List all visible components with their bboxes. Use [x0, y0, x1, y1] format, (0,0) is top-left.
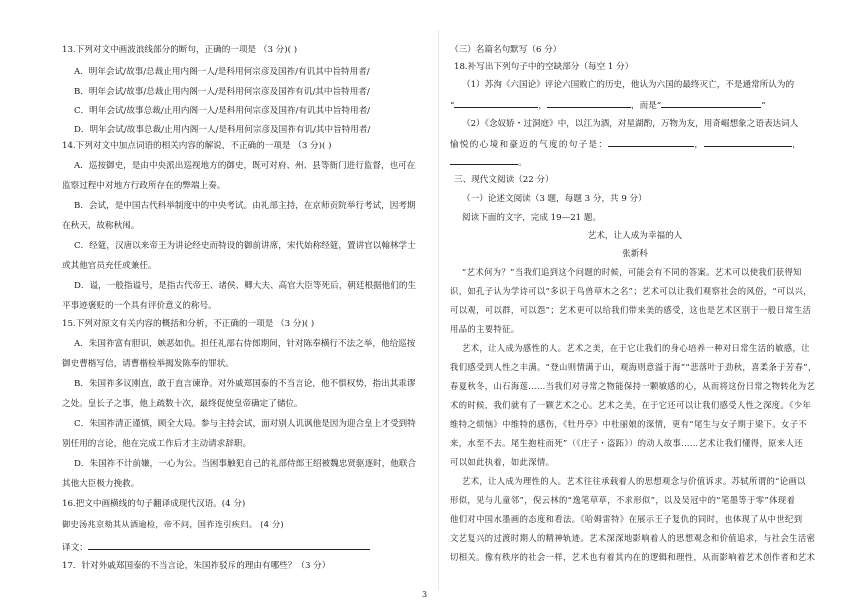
- q14-line: 监察过程中对地方行政所存在的弊端上奏。: [62, 181, 226, 191]
- article-line: 艺术，让人成为理性的人。艺术往往承载着人的思想观念与价值诉求。苏轼所谓的“论画以: [462, 476, 806, 486]
- q18-2-blank-2[interactable]: [704, 137, 792, 147]
- q15-line: 之处。皇长子之事，他上疏数十次，最终促使皇帝确定了储位。: [62, 399, 303, 409]
- q14-line: A．巡按御史，是由中央派出巡视地方的御史，既可对府、州、县等衙门进行监督，也可在: [74, 161, 416, 171]
- q14-line: 在秋天，故称秋闱。: [62, 221, 140, 231]
- article-line: 来，水至不去。尾生抱柱而死”（《庄子・盗跖》）的动人故事……艺术让我们懂得，原来人还: [450, 438, 803, 448]
- article-line: 识，如孔子认为学诗可以“多识于鸟兽草木之名”；艺术可以让我们观察社会的风俗，“可以兴，: [450, 286, 812, 296]
- q13-option-d: D．明年会试/故事总裁/止用内阁一人/是科用何宗彦及国祚有讥/其中旨特用者/: [74, 125, 371, 135]
- q16-answer-blank[interactable]: [88, 540, 370, 550]
- article-line: 维特之烦恼》中维特的感伤，《牡丹亭》中杜丽娘的深情，更有“尾生与女子期于梁下。女子不: [450, 419, 808, 429]
- q15-line: 别任用的言论，他在完成工作后才主动请求辞职。: [62, 439, 252, 449]
- article-line: 切相关。像有秩序的社会一样，艺术也有着其内在的逻辑和理性，从而影响着艺术创作者和艺术: [450, 552, 816, 562]
- q18-2-blank-3[interactable]: [450, 155, 518, 165]
- article-author: 张新科: [622, 249, 648, 259]
- q14-line: D．谥，一般指谥号，是指古代帝王、诸侯、卿大夫、高官大臣等死后，朝廷根据他们的生: [74, 281, 417, 291]
- q18-1-blank-2[interactable]: [547, 98, 631, 108]
- q13-stem: 13.下列对文中画波浪线部分的断句，正确的一项是 （3 分)( ): [62, 45, 298, 55]
- q14-stem: 14.下列对文中加点词语的相关内容的解说，不正确的一项是 （3 分)( ): [62, 141, 332, 151]
- q15-stem: 15.下列对原文有关内容的概括和分析，不正确的一项是 （3 分)( ): [62, 319, 315, 329]
- q13-option-b: B．明年会试/故事/总裁止用内阁一人/是科用何宗彦及国祚有讥/其中旨特用者/: [74, 87, 370, 97]
- reading-intro: 阅读下面的文字，完成 19—21 题。: [462, 213, 602, 223]
- section-xiandai: 三、现代文阅读（22 分）: [454, 175, 554, 185]
- q13-option-c: C．明年会试/故事总裁/止用内阁一人/是科用何宗彦及国祚/有讥其中旨特用者/: [74, 106, 371, 116]
- q18-2-blanks: 愉悦的心境和豪迈的气度的句子是： ， ，: [450, 137, 802, 151]
- q18-1-blanks: “ ， ，而是“ ”: [450, 98, 766, 112]
- article-line: 我们感受到人性之丰满。“登山则情满于山，观海则意溢于海”“悲落叶于劲秋，喜柔条于芳春”，: [450, 362, 817, 372]
- q15-line: C．朱国祚清正谨慎，顾全大局。参与主持会试，面对别人讥讽他是因为迎合皇上才受到特: [74, 419, 416, 429]
- article-line: 他们对中国水墨画的态度和看法。《哈姆雷特》在展示王子复仇的同时，也体现了从中世纪到: [450, 514, 803, 524]
- q18-2-blank-1[interactable]: [608, 137, 694, 147]
- article-line: 形似，见与儿童邻”，倪云林的“逸笔草草，不求形似”，以及吴冠中的“笔墨等于零”体现着: [450, 495, 796, 505]
- article-line: 用品的主要特征。: [450, 324, 520, 334]
- page-number: 3: [422, 590, 428, 599]
- q14-line: C．经筵，汉唐以来帝王为讲论经史而特设的御前讲席，宋代始称经筵，置讲官以翰林学士: [74, 241, 416, 251]
- q16-sentence: 御史汤兆京劾其从酒逾检，帝不问，国祚连引疾归。 (4 分): [62, 519, 285, 529]
- article-line: 春夏秋冬，山石海莲……当我们对寻常之物能保持一颗敏感的心，从而将这份日常之物转化为艺: [450, 381, 816, 391]
- q18-2-text: （2）《念奴娇・过洞庭》中，以江为酒，对星湖酌，万物为友，用奇崛想象之语表达词人: [462, 119, 799, 129]
- section-mingju: （三）名篇名句默写（6 分）: [450, 45, 562, 55]
- q18-1-blank-1[interactable]: [454, 98, 538, 108]
- q17-stem: 17．针对外戚郑国泰的不当言论，朱国祚驳斥的理由有哪些？（3 分）: [62, 561, 331, 571]
- q18-1-blank-3[interactable]: [661, 98, 761, 108]
- q18-1-text: （1）苏洵《六国论》评论六国败亡的历史，他认为六国的最终灭亡，不是通常所认为的: [462, 80, 795, 90]
- article-line: 术的时候，我们就有了一颗艺术之心。艺术之美，在于它还可以让我们感受人性之深度。《少年: [450, 400, 812, 410]
- article-line: 艺术，让人成为感性的人。艺术之美，在于它让我们的身心培养一种对日常生活的敏感，让: [462, 343, 810, 353]
- article-line: 可以如此执着，如此深情。: [450, 457, 555, 467]
- q16-answer-label: 译文：: [62, 543, 88, 553]
- q15-line: A．朱国祚富有胆识，嫉恶如仇。担任礼部右侍郎期间，针对陈奉横行不法之举，他给巡按: [74, 339, 416, 349]
- q15-line: 其他大臣极力挽救。: [62, 479, 140, 489]
- q13-option-a: A．明年会试/故事/总裁止用内阁一人/是科用何宗彦及国祚/有讥其中旨特用者/: [74, 67, 370, 77]
- article-line: 文艺复兴的过渡时期人的精神轨迹。艺术深深地影响着人的思想观念和价值追求，与社会生活密: [450, 533, 816, 543]
- q15-line: 御史曹楷写信，请曹楷检举揭发陈奉的罪状。: [62, 359, 234, 369]
- article-line: “艺术何为？”当我们追到这个问题的时候，可能会有不同的答案。艺术可以使我们获得知: [462, 267, 802, 277]
- q16-answer-line: [62, 540, 370, 554]
- column-divider: [438, 30, 439, 590]
- q16-stem: 16.把文中画横线的句子翻译成现代汉语。(4 分): [62, 499, 246, 509]
- q14-line: 或其他官员充任或兼任。: [62, 261, 157, 271]
- q15-line: B．朱国祚多议刚直，敢于直言谏诤。对外戚郑国泰的不当言论，他不惧权势，指出其乖谬: [74, 379, 416, 389]
- q14-line: 平事迹褒贬的一个具有评价意义的称号。: [62, 301, 217, 311]
- q15-line: D．朱国祚不计前嫌，一心为公。当困事触犯自己的礼部侍郎王绍被魏忠贤驱逐时，他联合: [74, 459, 417, 469]
- article-line: 可以观，可以群，可以怨”；艺术更可以给我们带来美的感受，这也是艺术区别于一般日常生活: [450, 305, 812, 315]
- section-lunshu: （一）论述文阅读（3 题，每题 3 分，共 9 分）: [462, 194, 647, 204]
- q18-2-blank-row: 。: [450, 155, 527, 169]
- q18-stem: 18.补写出下列句子中的空缺部分（每空 1 分）: [454, 62, 634, 72]
- q14-line: B．会试，是中国古代科举制度中的中央考试。由礼部主持，在京师贡院举行考试，因考期: [74, 201, 416, 211]
- article-title: 艺术，让人成为幸福的人: [587, 231, 683, 241]
